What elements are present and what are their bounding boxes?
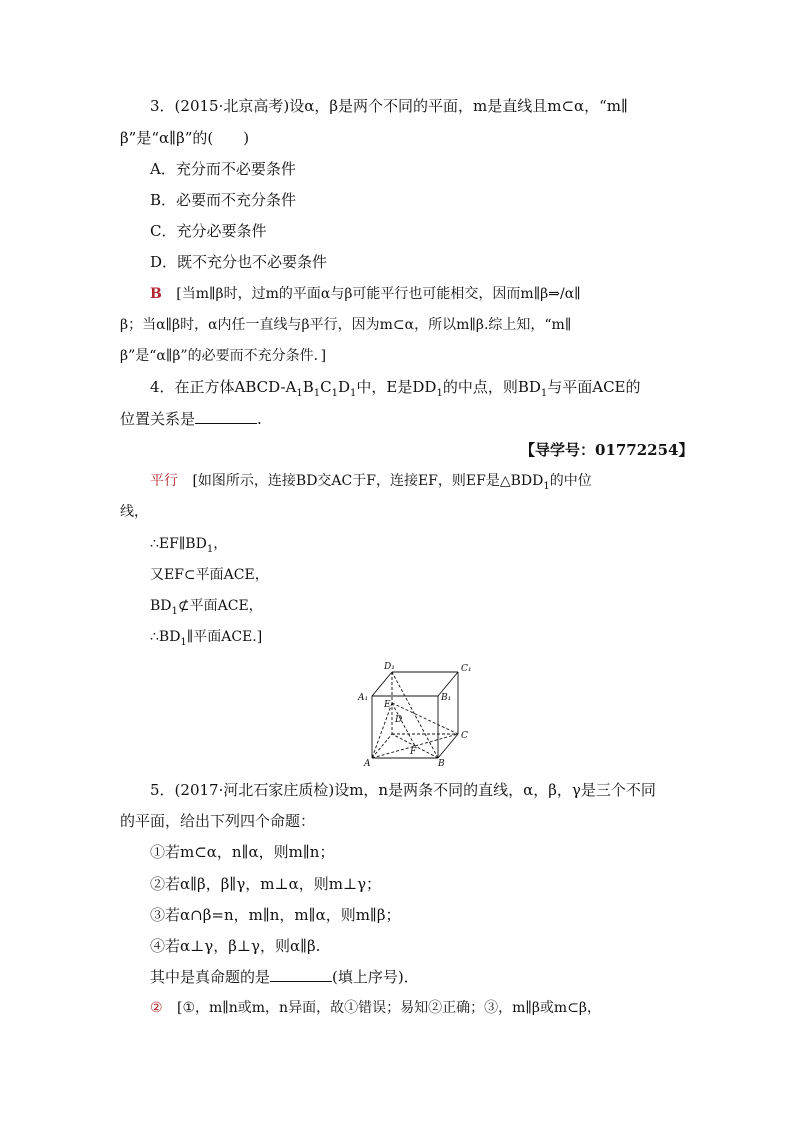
q5-prop4: ④若α⊥γ，β⊥γ，则α∥β. — [150, 937, 321, 955]
answer-blank — [195, 409, 257, 424]
label-b1: B₁ — [441, 693, 452, 703]
q4-step4 — [150, 627, 262, 653]
label-a1: A₁ — [358, 693, 369, 703]
q3-answer: B — [150, 286, 162, 302]
q4-step3 — [150, 596, 263, 622]
subscript: 1 — [436, 388, 443, 399]
answer-blank — [270, 967, 332, 982]
q5-line1: 5．(2017·河北石家庄质检)设m，n是两条不同的直线，α，β，γ是三个不同 — [150, 781, 656, 799]
subscript: 1 — [296, 388, 303, 399]
q4-exp1: [如图所示，连接BD交AC于F，连接EF，则EF是△BDD — [192, 473, 544, 489]
subscript: 1 — [543, 480, 550, 492]
q5-ask-end: (填上序号)． — [332, 968, 419, 986]
subscript: 1 — [331, 388, 339, 399]
label-c: C — [461, 731, 468, 741]
q4-step4-text: ∥平面ACE.] — [186, 629, 263, 645]
q5-line2: 的平面，给出下列四个命题： — [120, 812, 316, 830]
q3-line2: β”是“α∥β”的( ) — [120, 129, 250, 147]
q4-step3-text: BD — [150, 598, 172, 614]
q4-explanation-line2: 线， — [120, 504, 148, 520]
q4-line1-part: B — [302, 378, 314, 396]
subscript: 1 — [540, 388, 548, 399]
q4-step2: 又EF⊂平面ACE， — [150, 567, 269, 583]
q4-line1 — [150, 377, 641, 404]
q4-line1-part: 的中点，则BD — [442, 378, 541, 396]
edge-a1d1 — [372, 672, 392, 696]
q4-step1 — [150, 534, 227, 560]
q4-step1-end: ， — [213, 536, 228, 552]
label-f: F — [410, 747, 417, 757]
q4-line2-text: 位置关系是 — [120, 410, 196, 428]
q3-option-c: C．充分必要条件 — [150, 222, 267, 240]
subscript: 1 — [350, 388, 357, 399]
cube-figure — [350, 660, 480, 768]
q5-prop3: ③若α∩β=n，m∥n，m∥α，则m∥β； — [150, 906, 401, 924]
q3-explanation-line1 — [150, 284, 581, 304]
edge-bc — [438, 734, 458, 758]
q5-prop2: ②若α∥β，β∥γ，m⊥α，则m⊥γ； — [150, 875, 382, 893]
label-e: E — [384, 700, 391, 710]
q5-ask — [150, 967, 419, 987]
q4-answer: 平行 — [150, 473, 178, 489]
q5-exp1: [①，m∥n或m，n异面，故①错误；易知②正确；③，m∥β或m⊂β， — [177, 1000, 602, 1016]
q5-ask-text: 其中是真命题的是 — [150, 968, 271, 986]
q4-exp1-end: 的中位 — [549, 473, 592, 489]
subscript: 1 — [206, 543, 214, 555]
q3-explanation-line2: β；当α∥β时，α内任一直线与β平行，因为m⊂α，所以m∥β.综上知，“m∥ — [120, 317, 572, 333]
q4-explanation-line1 — [150, 471, 592, 497]
guide-number: 【导学号：01772254】 — [520, 441, 694, 459]
q4-line2 — [120, 409, 262, 429]
subscript: 1 — [180, 636, 187, 648]
q3-option-d: D．既不充分也不必要条件 — [150, 253, 328, 271]
q4-step1-text: ∴EF∥BD — [150, 536, 207, 552]
q4-step4-text: ∴BD — [150, 629, 181, 645]
q4-line1-part: 中，E是DD — [356, 378, 437, 396]
label-d1: D₁ — [384, 662, 395, 672]
subscript: 1 — [313, 388, 321, 399]
q4-line1-part: D — [338, 378, 351, 396]
q4-line1-part: 4．在正方体ABCD-A — [150, 378, 297, 396]
label-b: B — [438, 759, 445, 768]
q5-prop1: ①若m⊂α，n∥α，则m∥n； — [150, 843, 335, 861]
q5-explanation-line1 — [150, 998, 601, 1018]
seg-ea — [372, 703, 392, 758]
edge-ad — [372, 734, 392, 758]
q3-exp1: [当m∥β时，过m的平面α与β可能平行也可能相交，因而m∥β⇒/α∥ — [176, 286, 581, 302]
q3-option-b: B．必要而不充分条件 — [150, 191, 297, 209]
label-c1: C₁ — [461, 664, 472, 674]
label-a: A — [364, 759, 371, 768]
q4-line1-part: C — [320, 378, 332, 396]
subscript: 1 — [171, 605, 178, 617]
q4-step3-text: ⊄平面ACE， — [177, 598, 263, 614]
q4-line2-end: . — [257, 410, 262, 428]
label-d: D — [395, 715, 403, 725]
q3-option-a: A．充分而不必要条件 — [150, 160, 296, 178]
q3-explanation-line3: β”是“α∥β”的必要而不充分条件．] — [120, 348, 327, 364]
q5-answer: ② — [150, 1000, 163, 1016]
q4-line1-part: 与平面ACE的 — [547, 378, 641, 396]
q3-line1: 3．(2015·北京高考)设α，β是两个不同的平面，m是直线且m⊂α，“m∥ — [150, 97, 628, 115]
